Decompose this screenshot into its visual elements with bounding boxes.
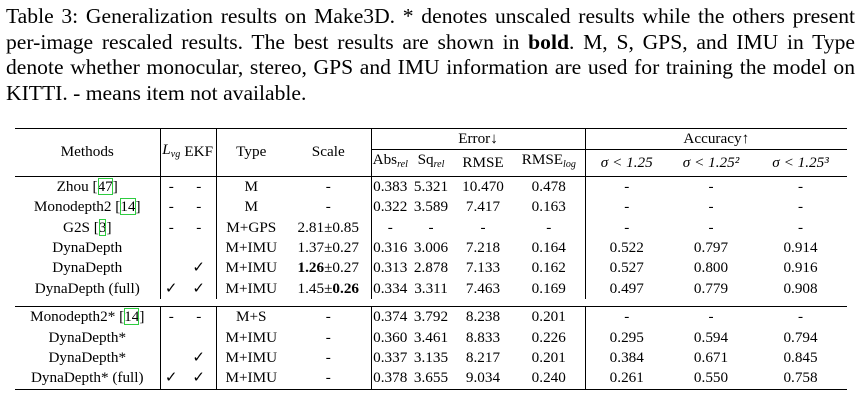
cell-abs-rel: 0.316 [371,238,409,258]
table-row [15,176,847,197]
cell-a3: - [798,218,804,236]
col-methods: Methods [15,129,160,177]
scale-bold-part: 0.26 [332,279,359,297]
cell-ekf: ✓ [192,349,206,367]
cell-a1: - [585,218,668,238]
caption-text-2: . M, S, GPS, and IMU in Type denote whether monocular, stereo, GPS and IMU information are used for training the model on KITTI. - means item not available. [6,29,855,105]
table-row [15,328,847,348]
cell-sq-rel: 3.589 [413,198,449,216]
cell-ekf [182,328,216,348]
cell-a1: - [585,197,668,217]
results-table [15,128,847,390]
cell-rmse: - [480,218,486,236]
citation-link[interactable]: 47 [97,177,113,195]
table-row [15,197,847,217]
cell-ekf: ✓ [182,368,216,389]
col-scale: Scale [286,129,371,177]
col-acc2: σ < 1.25² [668,150,754,176]
method-name: Monodepth2 [33,198,116,216]
cell-scale: - [325,349,331,367]
table-row [15,307,847,328]
cell-a2: - [708,218,714,236]
cell-a2: 0.779 [693,279,729,297]
cell-method [15,197,160,217]
cell-type: M+IMU [216,238,286,258]
col-sq-rel [409,150,453,176]
cell-abs-rel: 0.334 [371,279,409,299]
cell-abs-rel: - [371,218,409,238]
citation-link[interactable]: 14 [120,198,136,216]
cell-lvg: ✓ [160,279,182,299]
cell-method [15,348,160,368]
cell-a2: - [668,307,754,328]
col-rmse-log-main: RMSE [521,151,564,169]
cell-a1: 0.527 [585,258,668,278]
ref-bracket: [ [119,308,125,326]
col-lvg-sub: vg [170,148,181,160]
cell-a1: 0.522 [585,238,668,258]
cell-ekf: - [196,218,202,236]
table-row [15,348,847,368]
col-abs-rel [371,150,409,176]
col-rmse-log-sub: log [563,159,576,171]
method-name: DynaDepth* [48,328,127,346]
cell-method [15,238,160,258]
cell-ekf: ✓ [192,259,206,277]
ref-bracket: ] [106,218,112,236]
cell-type: M+GPS [216,218,286,238]
cell-scale: - [286,307,371,328]
cell-a2: 0.800 [693,259,729,277]
cell-type: M+S [216,307,286,328]
col-lvg [160,129,182,177]
cell-abs-rel: 0.322 [371,197,409,217]
cell-method [15,328,160,348]
cell-rmse: 7.417 [465,198,501,216]
cell-abs-rel: 0.378 [371,368,409,389]
cell-abs-rel: 0.337 [371,348,409,368]
cell-a2: 0.671 [693,349,729,367]
citation-link[interactable]: 3 [98,218,107,236]
method-name: DynaDepth* (full) [30,369,144,387]
col-type: Type [216,129,286,177]
cell-rmse: 7.133 [465,259,501,277]
cell-sq-rel: 5.321 [409,176,453,197]
table-row [15,258,847,278]
cell-lvg: - [160,176,182,197]
table-row [15,279,847,299]
ref-bracket: [ [93,218,99,236]
scale-rest-part: 1.45± [297,279,333,297]
cell-ekf: ✓ [192,279,206,297]
cell-rmse-log: 0.478 [513,176,585,197]
scale-bold-part: 1.26 [297,259,325,277]
cell-scale [286,258,371,278]
cell-a1: - [585,307,668,328]
table-caption [6,4,855,106]
header-row-1 [15,129,847,150]
cell-scale: - [286,176,371,197]
method-name: Monodepth2* [30,308,120,326]
ref-bracket: [ [92,177,98,195]
cell-scale [286,279,371,299]
cell-type: M+IMU [216,258,286,278]
cell-a2: 0.594 [693,328,729,346]
cell-sq-rel: 3.135 [413,349,449,367]
cell-a1: 0.261 [585,368,668,389]
cell-rmse-log: 0.169 [531,279,566,297]
caption-bold-word: bold [528,29,569,54]
cell-sq-rel: 3.461 [413,328,449,346]
method-name: DynaDepth* [48,349,127,367]
cell-sq-rel: 3.792 [409,307,453,328]
cell-rmse-log: - [546,218,552,236]
ref-bracket: ] [135,198,141,216]
table-group-2 [15,307,847,390]
cell-a3: 0.845 [783,349,818,367]
cell-rmse: 8.833 [465,328,501,346]
cell-type: M+IMU [216,368,286,389]
table-row [15,218,847,238]
ref-bracket: ] [139,308,145,326]
col-ekf: EKF [182,129,216,177]
cell-scale: 1.37±0.27 [297,239,359,257]
cell-scale: - [325,328,331,346]
cell-ekf: - [196,198,202,216]
cell-a3: 0.916 [783,259,818,277]
ref-bracket: [ [115,198,121,216]
cell-ekf: - [182,176,216,197]
cell-ekf: - [182,307,216,328]
cell-ekf [182,238,216,258]
cell-a3: 0.914 [783,239,818,257]
cell-a2: - [668,176,754,197]
cell-scale: - [286,368,371,389]
table-group-gap [15,299,847,307]
caption-text-1: Table 3: Generalization results on Make3D. * denotes unscaled results while the others present per-image rescaled results. The best results are shown in [6,4,855,54]
cell-lvg: - [160,307,182,328]
method-name: G2S [62,218,94,236]
cell-rmse: 9.034 [453,368,513,389]
cell-sq-rel: 3.006 [413,239,449,257]
cell-method [15,368,160,389]
cell-a2: 0.550 [668,368,754,389]
col-rmse-log [513,150,585,176]
cell-type: M+IMU [216,328,286,348]
cell-method [15,279,160,299]
col-acc1: σ < 1.25 [585,150,668,176]
cell-a2: - [708,198,714,216]
col-group-accuracy: Accuracy↑ [585,129,847,150]
cell-rmse-log: 0.226 [531,328,566,346]
cell-scale: 2.81±0.85 [297,218,359,236]
cell-type: M+IMU [216,348,286,368]
cell-scale: - [325,198,331,216]
cell-rmse-log: 0.162 [531,259,566,277]
cell-rmse-log: 0.201 [531,349,566,367]
cell-a1: 0.497 [585,279,668,299]
table-group-1 [15,176,847,299]
col-abs-rel-sub: rel [397,159,408,171]
ref-bracket: ] [112,177,118,195]
cell-rmse: 8.238 [453,307,513,328]
cell-lvg: - [160,218,182,238]
cell-type: M [216,176,286,197]
method-name: DynaDepth (full) [34,279,140,297]
cell-a3: - [754,307,847,328]
cell-type: M+IMU [216,279,286,299]
cell-sq-rel: 3.311 [414,279,448,297]
citation-link[interactable]: 14 [124,308,140,326]
cell-type: M [216,197,286,217]
cell-a3: - [754,176,847,197]
cell-a1: 0.384 [585,348,668,368]
cell-rmse: 7.218 [465,239,501,257]
cell-lvg [160,328,182,348]
cell-method [15,307,160,328]
col-sq-rel-sub: rel [433,159,445,171]
table-row [15,368,847,389]
cell-abs-rel: 0.374 [371,307,409,328]
cell-a1: 0.295 [585,328,668,348]
cell-rmse: 8.217 [465,349,501,367]
method-name: Zhou [56,177,93,195]
cell-rmse: 10.470 [453,176,513,197]
cell-rmse-log: 0.164 [531,239,566,257]
cell-lvg: ✓ [160,368,182,389]
cell-a3: - [798,198,804,216]
cell-abs-rel: 0.360 [371,328,409,348]
cell-lvg [160,348,182,368]
cell-abs-rel: 0.313 [371,258,409,278]
scale-rest-part: ±0.27 [324,259,359,277]
cell-method [15,176,160,197]
cell-lvg [160,258,182,278]
col-abs-rel-main: Abs [372,151,398,169]
col-sq-rel-main: Sq [417,151,434,169]
col-rmse: RMSE [453,150,513,176]
cell-lvg [160,238,182,258]
cell-method [15,258,160,278]
cell-sq-rel: 3.655 [409,368,453,389]
cell-rmse-log: 0.201 [513,307,585,328]
cell-sq-rel: - [428,218,434,236]
cell-a3: 0.794 [783,328,818,346]
cell-lvg: - [160,197,182,217]
cell-rmse-log: 0.240 [513,368,585,389]
col-lvg-main: L [162,140,171,158]
table-row [15,238,847,258]
col-group-error: Error↓ [371,129,585,150]
cell-a2: 0.797 [693,239,729,257]
cell-rmse-log: 0.163 [531,198,566,216]
cell-a3: 0.908 [783,279,818,297]
cell-abs-rel: 0.383 [371,176,409,197]
cell-a3: 0.758 [754,368,847,389]
method-name: DynaDepth [52,239,123,257]
cell-method [15,218,160,238]
cell-a1: - [585,176,668,197]
col-acc3: σ < 1.25³ [754,150,847,176]
cell-rmse: 7.463 [465,279,501,297]
cell-sq-rel: 2.878 [413,259,449,277]
method-name: DynaDepth [52,259,123,277]
